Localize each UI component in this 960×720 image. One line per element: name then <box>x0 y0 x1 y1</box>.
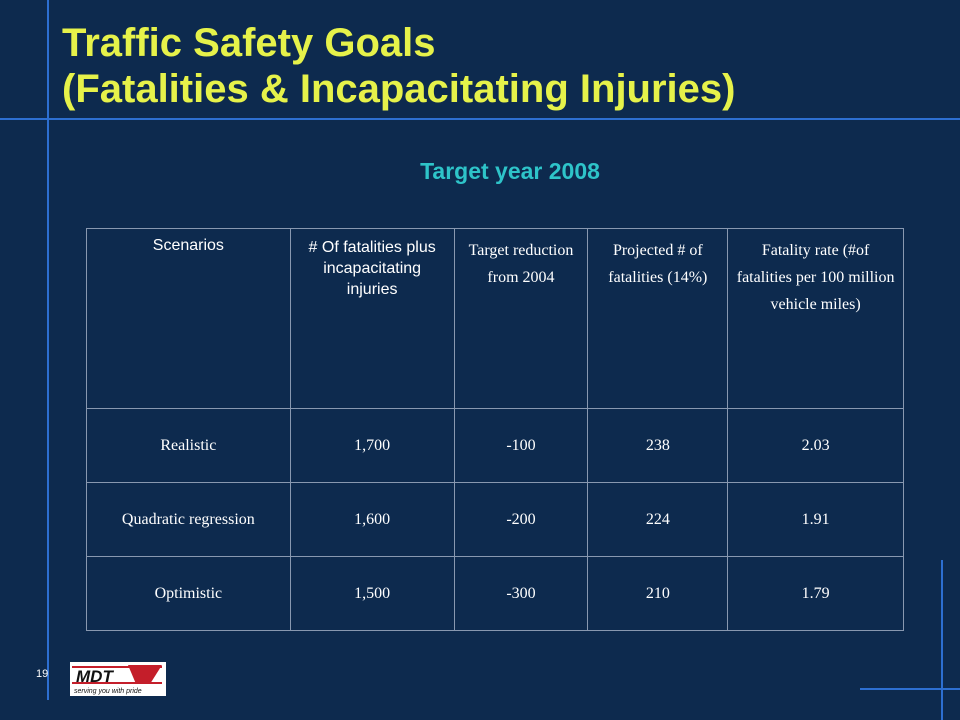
accent-line-horizontal-top <box>0 118 960 120</box>
accent-line-vertical-right <box>941 560 943 720</box>
header-rate: Fatality rate (#of fatalities per 100 million vehicle miles) <box>728 229 904 409</box>
slide-title-line2: (Fatalities & Incapacitating Injuries) <box>62 67 736 111</box>
header-projected: Projected # of fatalities (14%) <box>588 229 728 409</box>
slide-title-line1: Traffic Safety Goals <box>62 21 436 65</box>
cell-rate: 1.91 <box>728 483 904 557</box>
cell-rate: 1.79 <box>728 557 904 631</box>
cell-count: 1,500 <box>290 557 454 631</box>
slide-subtitle: Target year 2008 <box>420 158 600 184</box>
cell-projected: 224 <box>588 483 728 557</box>
goals-table <box>86 228 904 631</box>
cell-projected: 210 <box>588 557 728 631</box>
accent-line-vertical-left <box>47 0 49 700</box>
cell-reduction: -100 <box>454 409 588 483</box>
logo-wordmark: MDT <box>76 667 113 686</box>
mdt-logo-icon <box>70 662 166 696</box>
page-number: 19 <box>36 668 49 680</box>
header-count: # Of fatalities plus incapacitating injuries <box>290 229 454 409</box>
cell-rate: 2.03 <box>728 409 904 483</box>
cell-reduction: -200 <box>454 483 588 557</box>
cell-reduction: -300 <box>454 557 588 631</box>
cell-scenario: Realistic <box>87 409 291 483</box>
cell-scenario: Quadratic regression <box>87 483 291 557</box>
cell-scenario: Optimistic <box>87 557 291 631</box>
accent-line-horizontal-bottom <box>860 688 960 690</box>
table-row <box>87 483 904 557</box>
cell-projected: 238 <box>588 409 728 483</box>
logo-tagline: serving you with pride <box>74 688 142 695</box>
table-row <box>87 409 904 483</box>
slide-title <box>62 20 735 112</box>
header-scenarios: Scenarios <box>87 229 291 409</box>
cell-count: 1,700 <box>290 409 454 483</box>
header-reduction: Target reduction from 2004 <box>454 229 588 409</box>
table-row <box>87 557 904 631</box>
cell-count: 1,600 <box>290 483 454 557</box>
mdt-logo <box>70 662 166 696</box>
table-header-row <box>87 229 904 409</box>
